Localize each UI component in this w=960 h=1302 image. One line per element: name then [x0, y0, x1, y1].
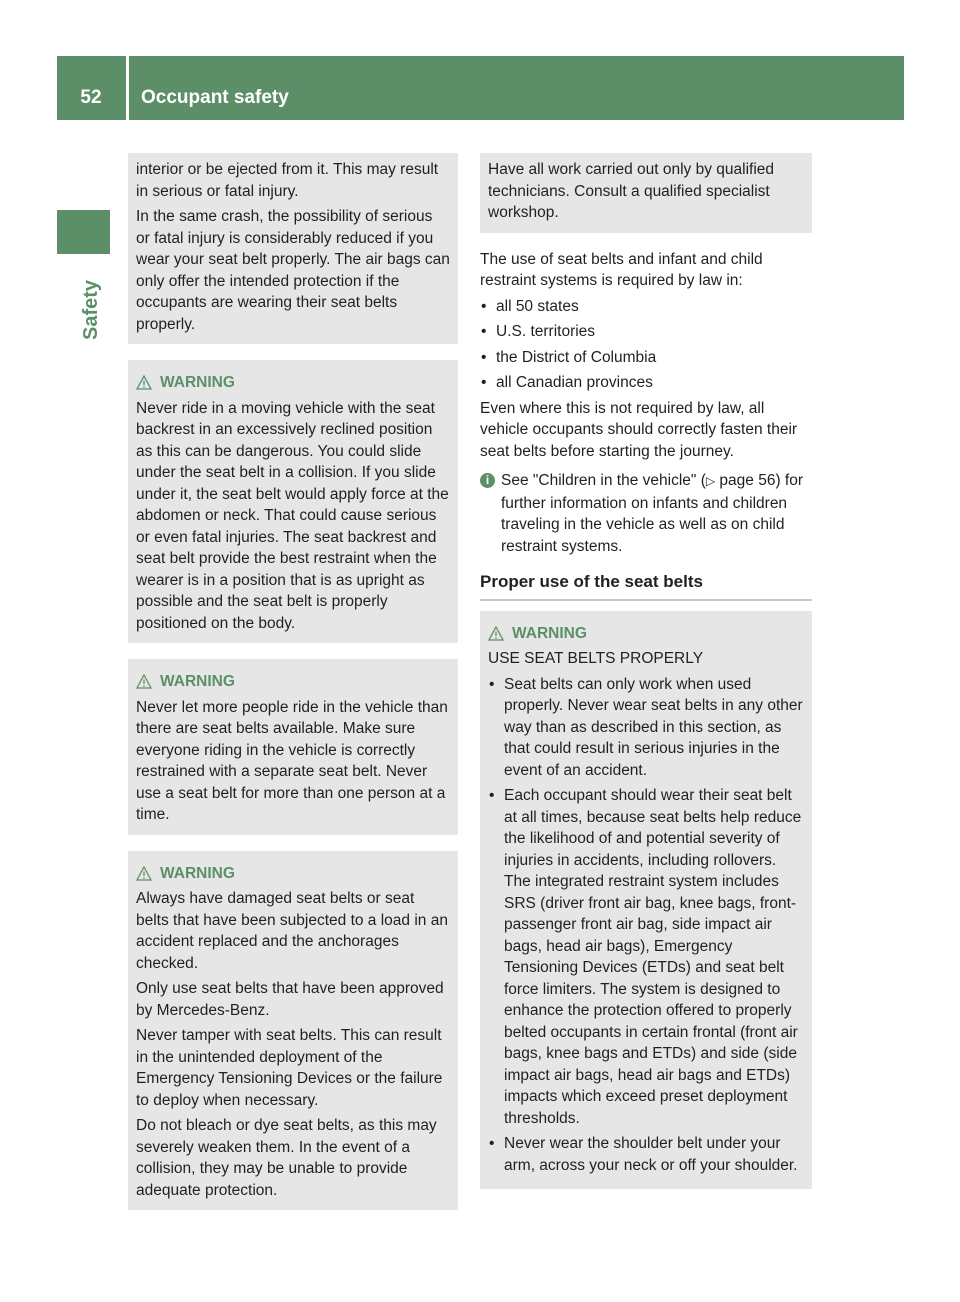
paragraph: The use of seat belts and infant and child restraint systems is required by law in: — [480, 250, 763, 289]
warning-triangle-icon — [136, 375, 152, 390]
page-reference-arrow-icon: ▷ — [705, 474, 716, 488]
warning-box — [128, 659, 458, 835]
list-item: • the District of Columbia — [480, 347, 812, 369]
paragraph: Have all work carried out only by qualified technicians. Consult a qualified specialist workshop. — [488, 161, 775, 221]
info-icon: i — [480, 473, 495, 488]
paragraph: Only use seat belts that have been approved by Mercedes-Benz. — [136, 980, 444, 1019]
page-number: 52 — [80, 87, 102, 108]
info-text — [501, 470, 812, 557]
warning-heading — [136, 372, 450, 394]
info-text-start: See "Children in the vehicle" ( — [501, 472, 706, 489]
list-item: • Never wear the shoulder belt under your arm, across your neck or off your shoulder. — [488, 1133, 804, 1176]
list-item: • Seat belts can only work when used properly. Never wear seat belts in any other way than as described in this section, as that could result in serious injuries in the event of an accident. — [488, 674, 804, 782]
paragraph: Never tamper with seat belts. This can result in the unintended deployment of the Emergency Tensioning Devices or the failure to deploy when necessary. — [136, 1027, 443, 1109]
warning-subheading: USE SEAT BELTS PROPERLY — [488, 650, 704, 667]
warning-triangle-icon — [488, 626, 504, 641]
warning-list — [488, 674, 804, 1177]
right-column — [480, 153, 812, 1205]
paragraph: interior or be ejected from it. This may result in serious or fatal injury. — [136, 161, 439, 200]
list-item: • all Canadian provinces — [480, 372, 812, 394]
continued-warning-box — [480, 153, 812, 233]
warning-label: WARNING — [512, 624, 587, 642]
paragraph: Even where this is not required by law, all vehicle occupants should correctly fasten their seat belts before starting the journey. — [480, 399, 798, 460]
paragraph: Never let more people ride in the vehicle than there are seat belts available. Make sure everyone riding in the vehicle is correctly restrained with a separate seat belt. Never use a seat belt for more than one person at a time. — [136, 698, 448, 823]
page-reference-link[interactable]: page 56) for further information on infants and children traveling in the vehicle as well as on child restraint systems. — [501, 472, 804, 555]
warning-label: WARNING — [160, 374, 235, 391]
list-item: • all 50 states — [480, 296, 812, 318]
section-side-label: Safety — [80, 279, 102, 340]
left-column — [128, 153, 458, 1226]
page-title: Occupant safety — [141, 87, 289, 108]
header-divider — [126, 56, 129, 120]
warning-heading — [136, 671, 450, 693]
intro-box — [128, 153, 458, 344]
section-tab-marker — [57, 210, 110, 254]
paragraph: Do not bleach or dye seat belts, as this may severely weaken them. In the event of a collision, they may be unable to provide adequate protection. — [136, 1117, 437, 1199]
paragraph: In the same crash, the possibility of serious or fatal injury is considerably reduced if you wear your seat belt properly. The air bags can only offer the intended protection if the occupants are wearing their seat belts properly. — [136, 208, 450, 333]
warning-heading — [136, 863, 450, 885]
list-item: • Each occupant should wear their seat belt at all times, because seat belts help reduce the likelihood of and potential severity of injuries in accidents, including rollovers. The integrated restraint system includes SRS (driver front air bag, knee bags, front-passenger front air bag, side impact air bags, head air bags), Emergency Tensioning Devices (ETDs) and seat belt force limiters. The system is designed to enhance the protection offered to properly belted occupants in certain frontal (front air bags, knee bags and ETDs) and side (side impact air bags, head air bags and ETDs) impacts which exceed preset deployment thresholds. — [488, 785, 804, 1129]
info-note — [480, 470, 812, 557]
paragraph: Always have damaged seat belts or seat belts that have been subjected to a load in an accident replaced and the anchorages checked. — [136, 890, 448, 972]
warning-box — [128, 851, 458, 1211]
warning-heading — [488, 623, 804, 645]
warning-triangle-icon — [136, 674, 152, 689]
paragraph: Never ride in a moving vehicle with the seat backrest in an excessively reclined position as this can be dangerous. You could slide under the seat belt in a collision. If you slide under it, the seat belt would apply force at the abdomen or neck. That could cause serious or even fatal injuries. The seat backrest and seat belt provide the best restraint when the wearer is in a position that is as upright as possible and the seat belt is properly positioned on the body. — [136, 399, 449, 632]
warning-box — [480, 611, 812, 1190]
warning-box — [128, 360, 458, 643]
warning-label: WARNING — [160, 673, 235, 690]
warning-triangle-icon — [136, 866, 152, 881]
law-section — [480, 249, 812, 463]
warning-label: WARNING — [160, 864, 235, 882]
law-list — [480, 296, 812, 394]
list-item: • U.S. territories — [480, 321, 812, 343]
section-heading: Proper use of the seat belts — [480, 571, 812, 601]
